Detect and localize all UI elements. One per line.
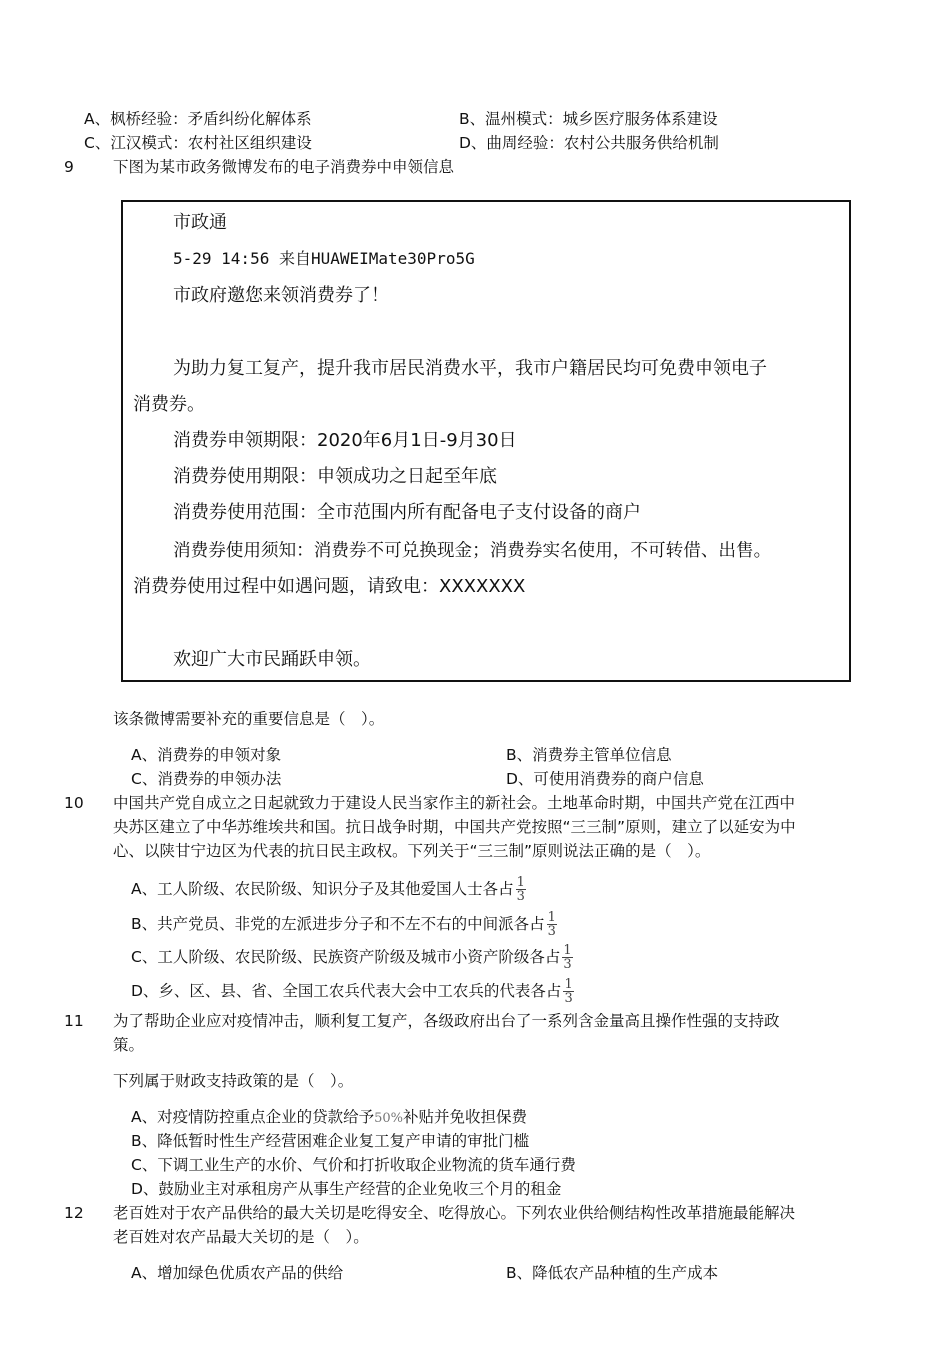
q11-stem-line1: 为了帮助企业应对疫情冲击，顺利复工复产，各级政府出台了一系列含金量高且操作性强的支持政	[113, 1012, 780, 1030]
q11-question: 下列属于财政支持政策的是（ ）。	[113, 1072, 354, 1090]
q10-option-c-text: C、工人阶级、农民阶级、民族资产阶级及城市小资产阶级各占	[131, 948, 561, 966]
weibo-closing: 欢迎广大市民踊跃申领。	[173, 649, 371, 670]
q11-option-d: D、鼓励业主对承租房产从事生产经营的企业免收三个月的租金	[131, 1180, 562, 1198]
q9-option-b: B、消费券主管单位信息	[506, 746, 672, 764]
weibo-meta: 5-29 14:56 来自HUAWEIMate30Pro5G	[173, 249, 475, 268]
q10-option-d-text: D、乡、区、县、省、全国工农兵代表大会中工农兵的代表各占	[131, 982, 562, 1000]
q11-stem-line2: 策。	[113, 1036, 145, 1054]
fraction-one-third: $\frac{1}{3}$	[516, 875, 525, 904]
q12-option-b: B、降低农产品种植的生产成本	[506, 1264, 719, 1282]
q10-option-a-text: A、工人阶级、农民阶级、知识分子及其他爱国人士各占	[131, 880, 514, 898]
q9-number: 9	[64, 158, 74, 176]
q9-question: 该条微博需要补充的重要信息是（ ）。	[113, 710, 385, 728]
q11-option-b: B、降低暂时性生产经营困难企业复工复产申请的审批门槛	[131, 1132, 530, 1150]
fraction-one-third: $\frac{1}{3}$	[563, 943, 572, 972]
q10-stem-line3: 心、以陕甘宁边区为代表的抗日民主政权。下列关于“三三制”原则说法正确的是（ ）。	[113, 842, 711, 860]
q11-number: 11	[64, 1012, 84, 1030]
q10-stem-line1: 中国共产党自成立之日起就致力于建设人民当家作主的新社会。土地革命时期，中国共产党在江西中	[113, 794, 796, 812]
q9-option-a: A、消费券的申领对象	[131, 746, 282, 764]
q10-option-d	[131, 978, 574, 1005]
q10-option-c	[131, 944, 573, 971]
q8-option-c: C、江汉模式：农村社区组织建设	[84, 134, 312, 152]
q12-option-a: A、增加绿色优质农产品的供给	[131, 1264, 344, 1282]
q11-option-a-pre: A、对疫情防控重点企业的贷款给予	[131, 1108, 375, 1126]
q8-option-d: D、曲周经验：农村公共服务供给机制	[459, 134, 719, 152]
q8-option-b: B、温州模式：城乡医疗服务体系建设	[459, 110, 718, 128]
fraction-one-third: $\frac{1}{3}$	[547, 910, 556, 939]
weibo-headline: 市政府邀您来领消费券了！	[173, 285, 389, 306]
fraction-one-third: $\frac{1}{3}$	[564, 977, 573, 1006]
q10-option-b	[131, 911, 557, 938]
weibo-use-scope: 消费券使用范围：全市范围内所有配备电子支付设备的商户	[173, 502, 641, 523]
weibo-account: 市政通	[173, 212, 227, 233]
weibo-apply-period: 消费券申领期限：2020年6月1日-9月30日	[173, 430, 517, 451]
weibo-notice-line1: 消费券使用须知：消费券不可兑换现金；消费券实名使用，不可转借、出售。	[173, 541, 772, 561]
q11-option-c: C、下调工业生产的水价、气价和打折收取企业物流的货车通行费	[131, 1156, 576, 1174]
q9-option-d: D、可使用消费券的商户信息	[506, 770, 704, 788]
q12-stem-line2: 老百姓对农产品最大关切的是（ ）。	[113, 1228, 369, 1246]
q11-option-a-percent: 50%	[374, 1111, 404, 1126]
weibo-notice-line2: 消费券使用过程中如遇问题，请致电：XXXXXXX	[133, 576, 526, 597]
q12-stem-line1: 老百姓对于农产品供给的最大关切是吃得安全、吃得放心。下列农业供给侧结构性改革措施最能解决	[113, 1204, 796, 1222]
q8-option-a: A、枫桥经验：矛盾纠纷化解体系	[84, 110, 312, 128]
weibo-para1-line2: 消费券。	[133, 394, 205, 415]
q10-stem-line2: 央苏区建立了中华苏维埃共和国。抗日战争时期，中国共产党按照“三三制”原则，建立了以延安为中	[113, 818, 796, 836]
weibo-para1-line1: 为助力复工复产，提升我市居民消费水平，我市户籍居民均可免费申领电子	[173, 358, 767, 379]
q12-number: 12	[64, 1204, 84, 1222]
q10-number: 10	[64, 794, 84, 812]
q11-option-a	[131, 1106, 527, 1130]
weibo-post-box	[121, 200, 851, 682]
q10-option-b-text: B、共产党员、非党的左派进步分子和不左不右的中间派各占	[131, 915, 545, 933]
weibo-use-period: 消费券使用期限：申领成功之日起至年底	[173, 466, 497, 487]
q9-stem: 下图为某市政务微博发布的电子消费券中申领信息	[113, 158, 455, 176]
q9-option-c: C、消费券的申领办法	[131, 770, 282, 788]
q11-option-a-post: 补贴并免收担保费	[403, 1108, 528, 1126]
q10-option-a	[131, 876, 526, 903]
